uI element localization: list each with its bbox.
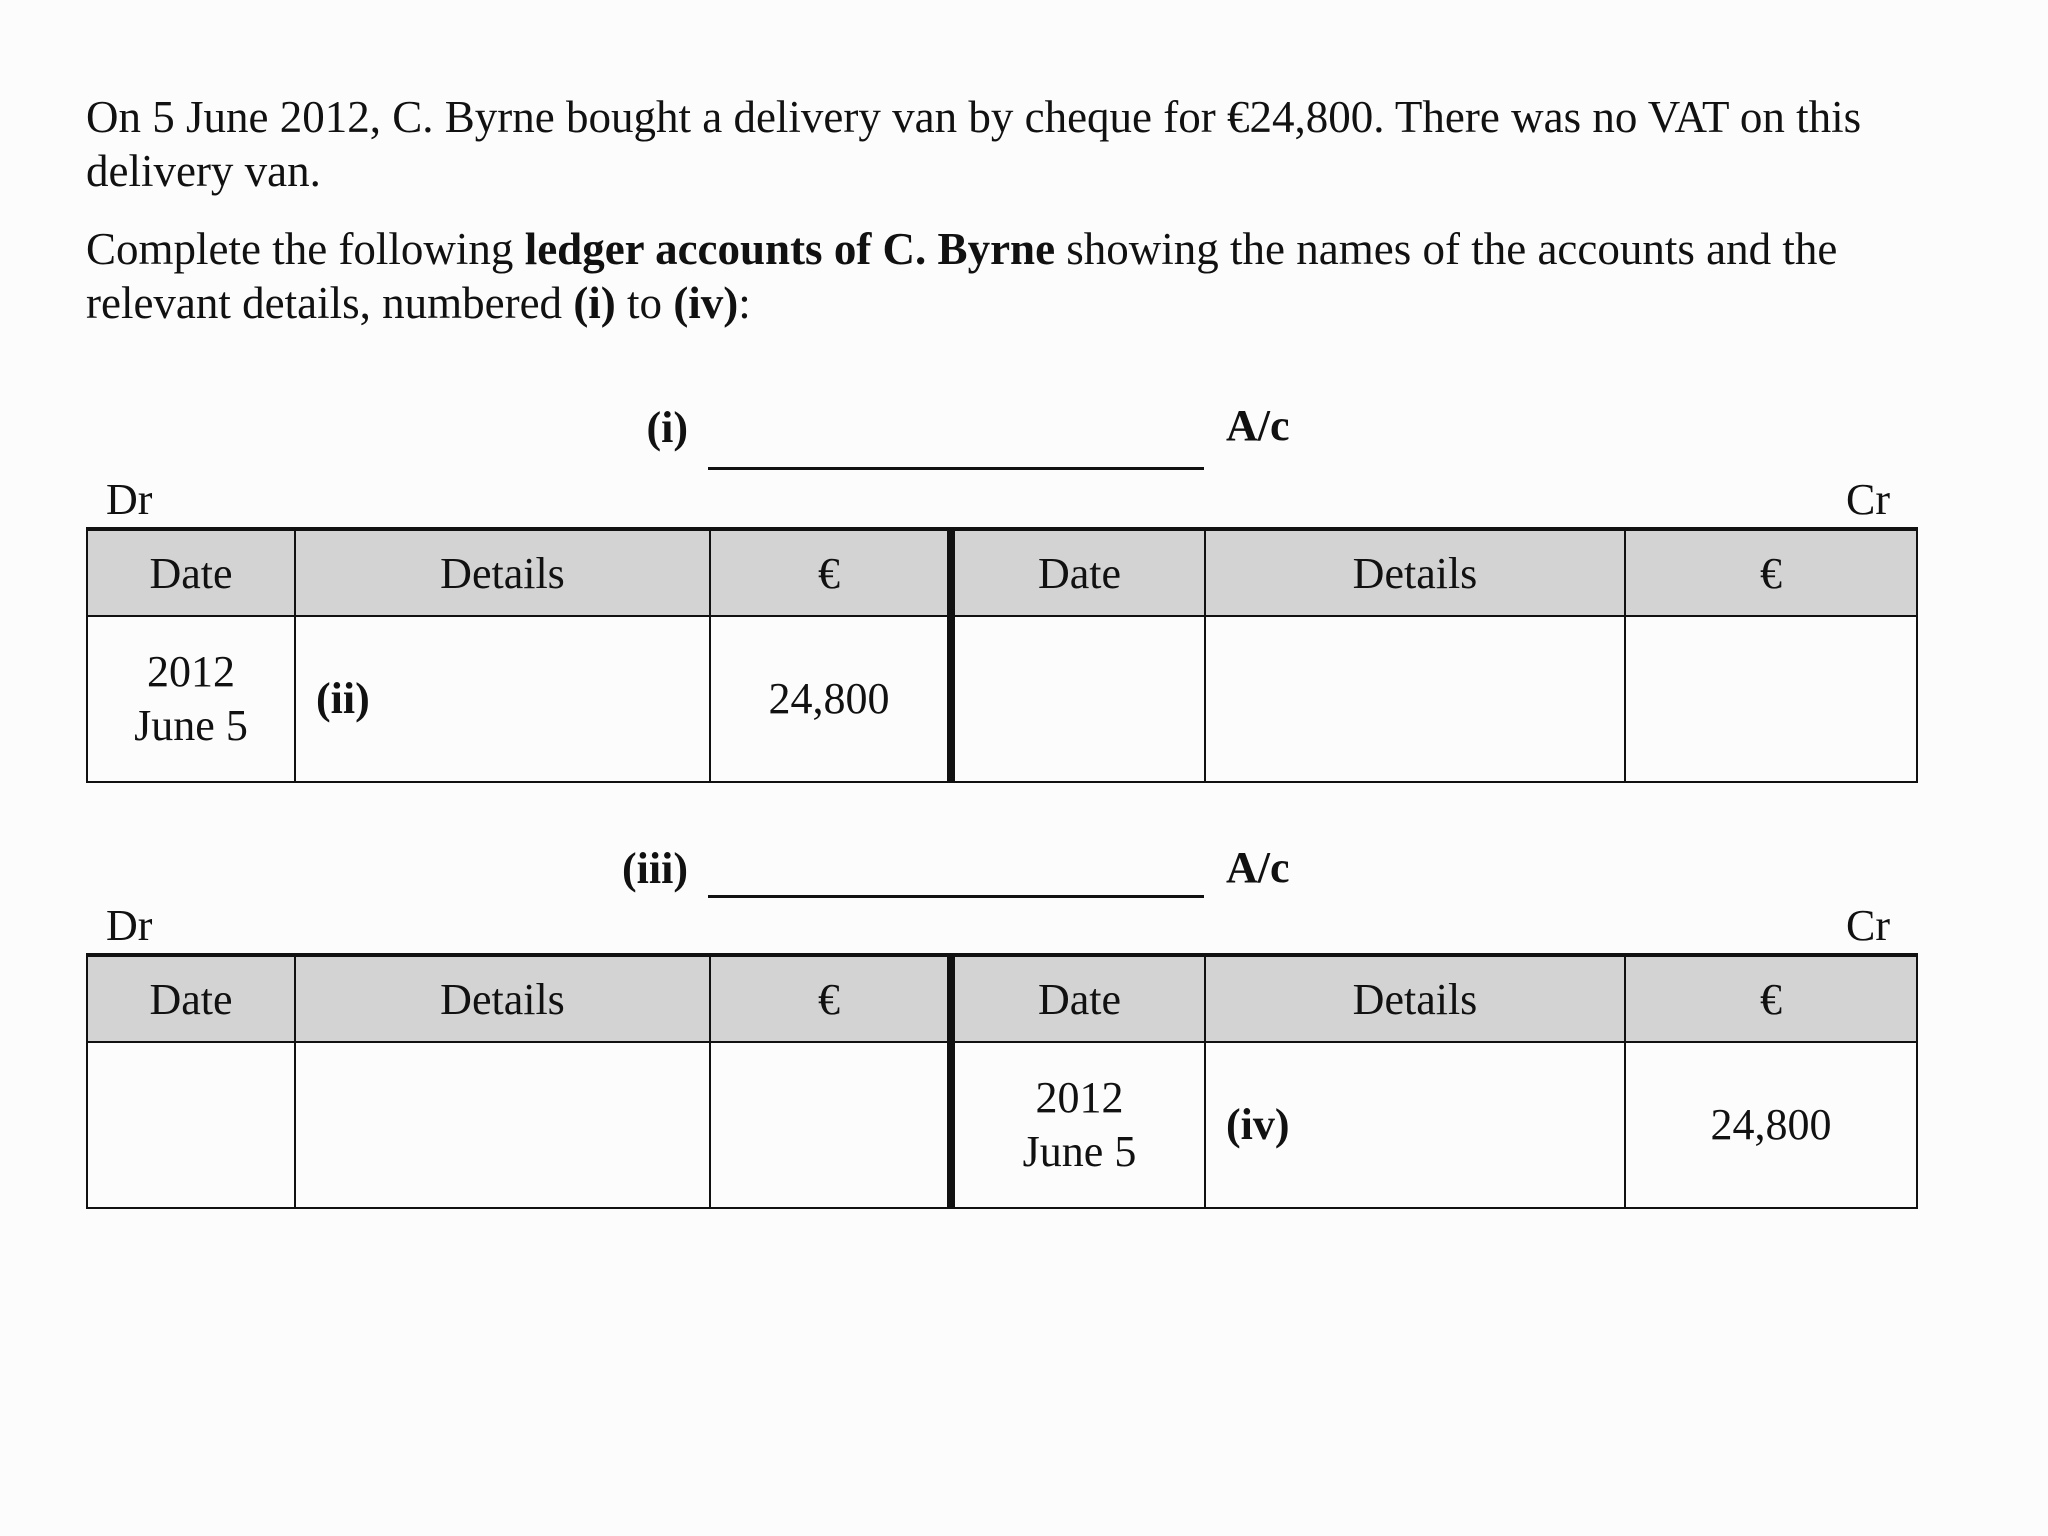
- account2-dr-amount[interactable]: [710, 1042, 951, 1208]
- account1-dr-amount-header: €: [710, 529, 951, 616]
- account1-dr-date-header: Date: [87, 529, 295, 616]
- account1-dr-details[interactable]: (ii): [295, 616, 710, 782]
- account2-dr-details[interactable]: [295, 1042, 710, 1208]
- question-instruction: [86, 222, 1966, 330]
- account1-cr-details-header: Details: [1205, 529, 1625, 616]
- account2-cr-year: 2012: [1035, 1073, 1124, 1122]
- account2-cr-amount-header: €: [1625, 955, 1917, 1042]
- account2-dr-date-cell[interactable]: [87, 1042, 295, 1208]
- instruction-first-number: (i): [573, 278, 616, 328]
- account2-cr-details[interactable]: (iv): [1205, 1042, 1625, 1208]
- account1-ledger-table: [86, 527, 1918, 783]
- account1-cr-amount-header: €: [1625, 529, 1917, 616]
- account2-header-row: [87, 955, 1917, 1042]
- account1-cr-date-header: Date: [951, 529, 1205, 616]
- instruction-part-a: Complete the following: [86, 224, 525, 274]
- account1-dr-details-header: Details: [295, 529, 710, 616]
- account2-dr-label: Dr: [106, 901, 153, 950]
- account1-cr-amount[interactable]: [1625, 616, 1917, 782]
- account1-suffix: A/c: [1226, 401, 1290, 450]
- account1-dr-date-cell: [87, 616, 295, 782]
- account1-cr-label: Cr: [1846, 475, 1890, 524]
- account1-entry-row: [87, 616, 1917, 782]
- instruction-part-c: showing the names of the accounts and the relevant details, numbered: [86, 224, 1838, 328]
- instruction-part-g: :: [738, 278, 751, 328]
- account1-dr-date: June 5: [134, 701, 248, 750]
- account2-dr-details-header: Details: [295, 955, 710, 1042]
- account2-cr-date: June 5: [1022, 1127, 1137, 1176]
- instruction-last-number: (iv): [673, 278, 739, 328]
- account1-name-blank[interactable]: [708, 467, 1204, 470]
- account2-number: (iii): [622, 844, 688, 893]
- instruction-ledger-accounts: ledger accounts of C. Byrne: [524, 224, 1056, 274]
- account1-header-row: [87, 529, 1917, 616]
- account2-cr-amount: 24,800: [1625, 1042, 1917, 1208]
- account2-cr-date-header: Date: [951, 955, 1205, 1042]
- account2-cr-label: Cr: [1846, 901, 1890, 950]
- account1-dr-label: Dr: [106, 475, 153, 524]
- account2-cr-date-cell: [951, 1042, 1205, 1208]
- account1-number: (i): [646, 403, 688, 452]
- account2-entry-row: [87, 1042, 1917, 1208]
- account2-ledger-table: [86, 953, 1918, 1209]
- instruction-part-e: to: [615, 278, 674, 328]
- account1-cr-date-cell[interactable]: [951, 616, 1205, 782]
- account2-dr-amount-header: €: [710, 955, 951, 1042]
- account2-dr-date-header: Date: [87, 955, 295, 1042]
- account1-dr-year: 2012: [147, 647, 235, 696]
- question-intro: On 5 June 2012, C. Byrne bought a delivery van by cheque for €24,800. There was no VAT on this delivery van.: [86, 92, 1862, 196]
- account1-cr-details[interactable]: [1205, 616, 1625, 782]
- account2-name-blank[interactable]: [708, 895, 1204, 898]
- account1-dr-amount: 24,800: [710, 616, 951, 782]
- account2-suffix: A/c: [1226, 843, 1290, 892]
- account2-cr-details-header: Details: [1205, 955, 1625, 1042]
